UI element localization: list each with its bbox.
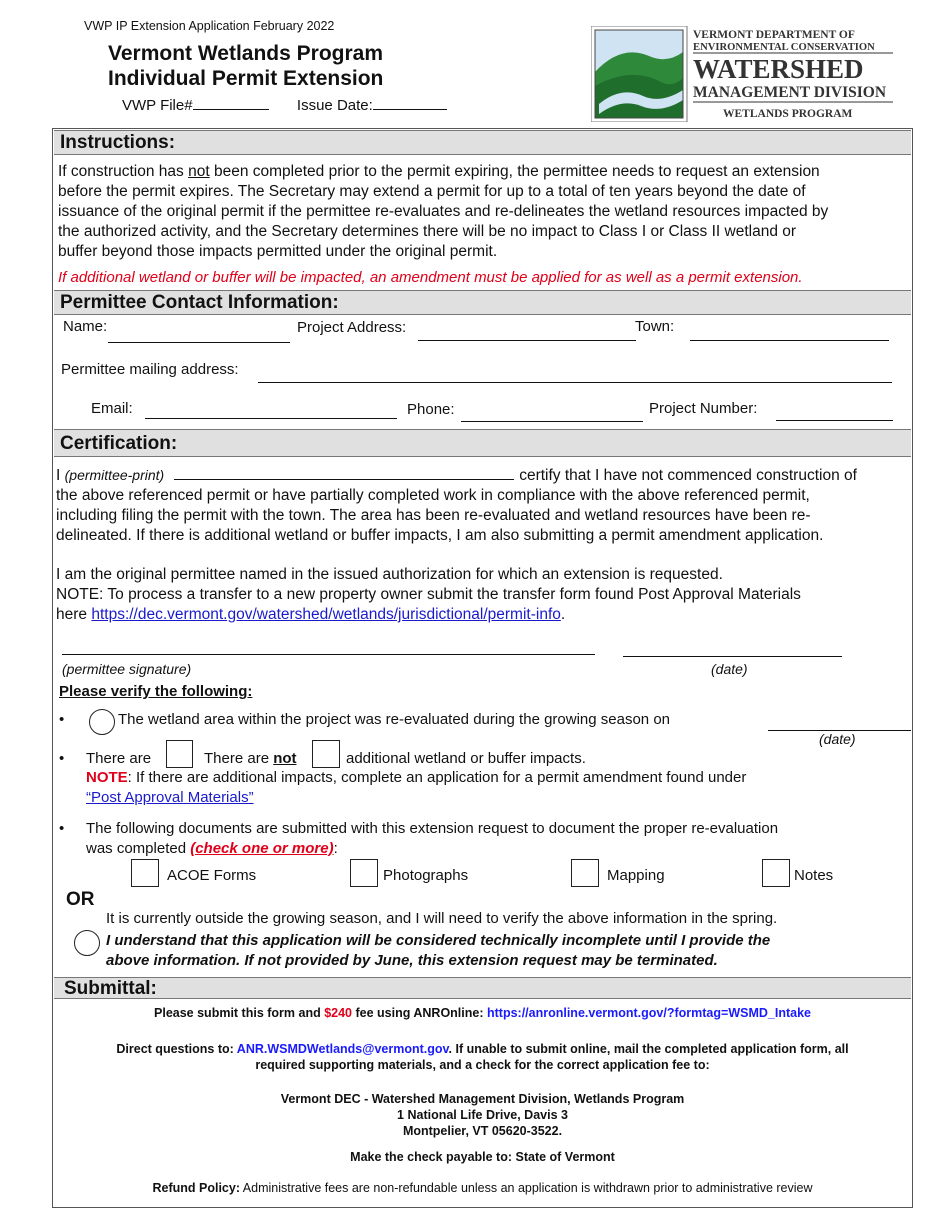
certification-heading: Certification:: [54, 429, 911, 457]
issue-date-label: Issue Date:: [296, 97, 373, 114]
direct-post: . If unable to submit online, mail the completed application form, all: [448, 1042, 849, 1056]
addr-line3: Montpelier, VT 05620-3522.: [402, 1124, 563, 1138]
submit-mid: fee using ANROnline:: [352, 1006, 487, 1020]
outside-season-radio[interactable]: [74, 930, 100, 956]
mailing-address-block: [54, 1091, 911, 1139]
instr-line4: the authorized activity, and the Secretary determines there will be no impact to Class I or Class II wetland or: [58, 223, 797, 240]
project-number-field[interactable]: [776, 420, 893, 421]
note-red-label: NOTE: [86, 769, 128, 786]
there-are-not-label: [204, 750, 297, 767]
anr-online-link[interactable]: https://anronline.vermont.gov/?formtag=WSMD_Intake: [486, 1006, 811, 1020]
project-address-field[interactable]: [418, 340, 636, 341]
phone-field[interactable]: [461, 421, 643, 422]
vt-dec-logo: [591, 26, 895, 122]
note-rest: : If there are additional impacts, complete an application for a permit amendment found under: [127, 769, 747, 786]
instructions-heading: Instructions:: [54, 130, 911, 155]
permittee-print-field[interactable]: [174, 466, 514, 480]
mapping-label: Mapping: [607, 867, 665, 884]
understand-line1: I understand that this application will be considered technically incomplete until I provide the: [106, 932, 771, 949]
amendment-note: [86, 769, 746, 786]
refund-policy: [54, 1180, 911, 1196]
acoe-forms-label: ACOE Forms: [167, 867, 257, 884]
post-approval-materials-link[interactable]: “Post Approval Materials”: [86, 789, 254, 806]
docs-line1: The following documents are submitted with this extension request to document the proper re-evaluation: [86, 820, 779, 837]
name-field[interactable]: [108, 342, 290, 343]
notes-label: Notes: [794, 867, 834, 884]
cert-line3: including filing the permit with the town. The area has been re-evaluated and wetland resources have been re-: [56, 507, 811, 524]
direct-pre: Direct questions to:: [116, 1042, 237, 1056]
instr-line1-post: been completed prior to the permit expiring, the permittee needs to request an extension: [209, 163, 820, 180]
submit-online-line: [54, 1005, 911, 1021]
town-field[interactable]: [690, 340, 889, 341]
fee-amount: $240: [324, 1006, 353, 1020]
cert-note-here: here: [56, 606, 92, 623]
email-label: Email:: [91, 400, 133, 417]
addr-line1: Vermont DEC - Watershed Management Division, Wetlands Program: [280, 1092, 685, 1106]
logo-line-5: WETLANDS PROGRAM: [723, 108, 853, 120]
instr-line1-pre: If construction has: [58, 163, 189, 180]
mailing-address-label: Permittee mailing address:: [61, 361, 239, 378]
cert-line4: delineated. If there is additional wetland or buffer impacts, I am also submitting a permit amendment application.: [56, 527, 824, 544]
there-are-label: There are: [86, 750, 152, 767]
vwp-file-label: VWP File#: [122, 97, 193, 114]
permit-info-link[interactable]: https://dec.vermont.gov/watershed/wetlands/jurisdictional/permit-info: [91, 606, 561, 623]
cert-original: I am the original permittee named in the issued authorization for which an extension is requested.: [56, 566, 723, 583]
instr-line2: before the permit expires. The Secretary may extend a permit for up to a total of ten years beyond the date of: [58, 183, 806, 200]
instr-not: not: [188, 163, 210, 180]
signature-date-label: (date): [711, 661, 748, 677]
title-line-2: Individual Permit Extension: [108, 67, 384, 90]
bullet1-date-label: (date): [819, 731, 856, 747]
refund-text: Administrative fees are non-refundable unless an application is withdrawn prior to administrative review: [240, 1181, 813, 1195]
docs-line2-pre: was completed: [86, 840, 191, 857]
addr-line2: 1 National Life Drive, Davis 3: [397, 1108, 568, 1122]
logo-graphic: [591, 26, 895, 122]
understand-text: [106, 931, 770, 971]
name-label: Name:: [63, 318, 108, 335]
outside-season-text: It is currently outside the growing season, and I will need to verify the above information in the spring.: [106, 910, 778, 927]
acoe-forms-checkbox[interactable]: [131, 859, 159, 887]
logo-line-1: VERMONT DEPARTMENT OF: [693, 29, 855, 41]
instr-line3: issuance of the original permit if the permittee re-evaluates and re-delineates the wetland resources impacted by: [58, 203, 829, 220]
town-label: Town:: [635, 318, 675, 335]
direct-line2: required supporting materials, and a check for the correct application fee to:: [255, 1058, 710, 1072]
project-number-label: Project Number:: [649, 400, 758, 417]
additional-impacts-text: additional wetland or buffer impacts.: [346, 750, 586, 767]
instr-line5: buffer beyond those impacts permitted under the original permit.: [58, 243, 498, 260]
email-field[interactable]: [145, 418, 397, 419]
notes-checkbox[interactable]: [762, 859, 790, 887]
page-title: [108, 41, 383, 91]
photographs-checkbox[interactable]: [350, 859, 378, 887]
permittee-print-label: (permittee-print): [64, 467, 165, 483]
cert-note-period: .: [560, 606, 566, 623]
phone-label: Phone:: [407, 401, 455, 418]
logo-line-4: MANAGEMENT DIVISION: [693, 84, 887, 101]
mapping-checkbox[interactable]: [571, 859, 599, 887]
reevaluated-radio[interactable]: [89, 709, 115, 735]
logo-line-2: ENVIRONMENTAL CONSERVATION: [693, 42, 875, 53]
or-label: OR: [66, 889, 95, 910]
cert-line2: the above referenced permit or have partially completed work in compliance with the above referenced permit,: [56, 487, 810, 504]
bullet-dot: •: [59, 750, 65, 767]
cert-note-line1: NOTE: To process a transfer to a new property owner submit the transfer form found Post Approval Materials: [56, 586, 801, 603]
bullet-dot: •: [59, 711, 65, 728]
amendment-warning: If additional wetland or buffer will be impacted, an amendment must be applied for as well as a permit extension.: [58, 269, 803, 286]
photographs-label: Photographs: [383, 867, 469, 884]
contact-heading: Permittee Contact Information:: [54, 290, 911, 315]
project-address-label: Project Address:: [297, 319, 407, 336]
submittal-heading: Submittal:: [54, 977, 911, 999]
docs-colon: :: [333, 840, 338, 857]
title-line-1: Vermont Wetlands Program: [108, 42, 384, 65]
impacts-no-checkbox[interactable]: [312, 740, 340, 768]
vwp-file-field[interactable]: [193, 96, 269, 110]
instructions-text: [58, 162, 908, 262]
refund-label: Refund Policy:: [152, 1181, 240, 1195]
docs-line2: [86, 840, 338, 857]
cert-certify: certify that I have not commenced construction of: [519, 467, 857, 484]
signature-date-field[interactable]: [623, 656, 842, 657]
bullet-dot: •: [59, 820, 65, 837]
certification-text: [56, 465, 908, 625]
impacts-yes-checkbox[interactable]: [166, 740, 193, 768]
verify-heading: Please verify the following:: [59, 683, 253, 700]
cert-i: I: [56, 467, 65, 484]
not-emphasis: not: [273, 750, 297, 767]
file-issue-line: [122, 96, 447, 114]
understand-line2: above information. If not provided by June, this extension request may be terminated.: [106, 952, 718, 969]
issue-date-field[interactable]: [373, 96, 447, 110]
check-one-note: (check one or more): [190, 840, 334, 857]
direct-questions: [54, 1041, 911, 1073]
payable-line: Make the check payable to: State of Vermont: [350, 1150, 615, 1164]
form-id: VWP IP Extension Application February 2022: [84, 19, 335, 33]
signature-field[interactable]: [62, 654, 595, 655]
there-are-not-pre: There are: [204, 750, 274, 767]
contact-email-link[interactable]: ANR.WSMDWetlands@vermont.gov: [236, 1042, 449, 1056]
submit-pre: Please submit this form and: [154, 1006, 325, 1020]
signature-label: (permittee signature): [62, 661, 192, 677]
logo-line-3: WATERSHED: [693, 54, 864, 84]
mailing-address-field[interactable]: [258, 382, 892, 383]
bullet1-text: The wetland area within the project was re-evaluated during the growing season on: [118, 711, 670, 728]
